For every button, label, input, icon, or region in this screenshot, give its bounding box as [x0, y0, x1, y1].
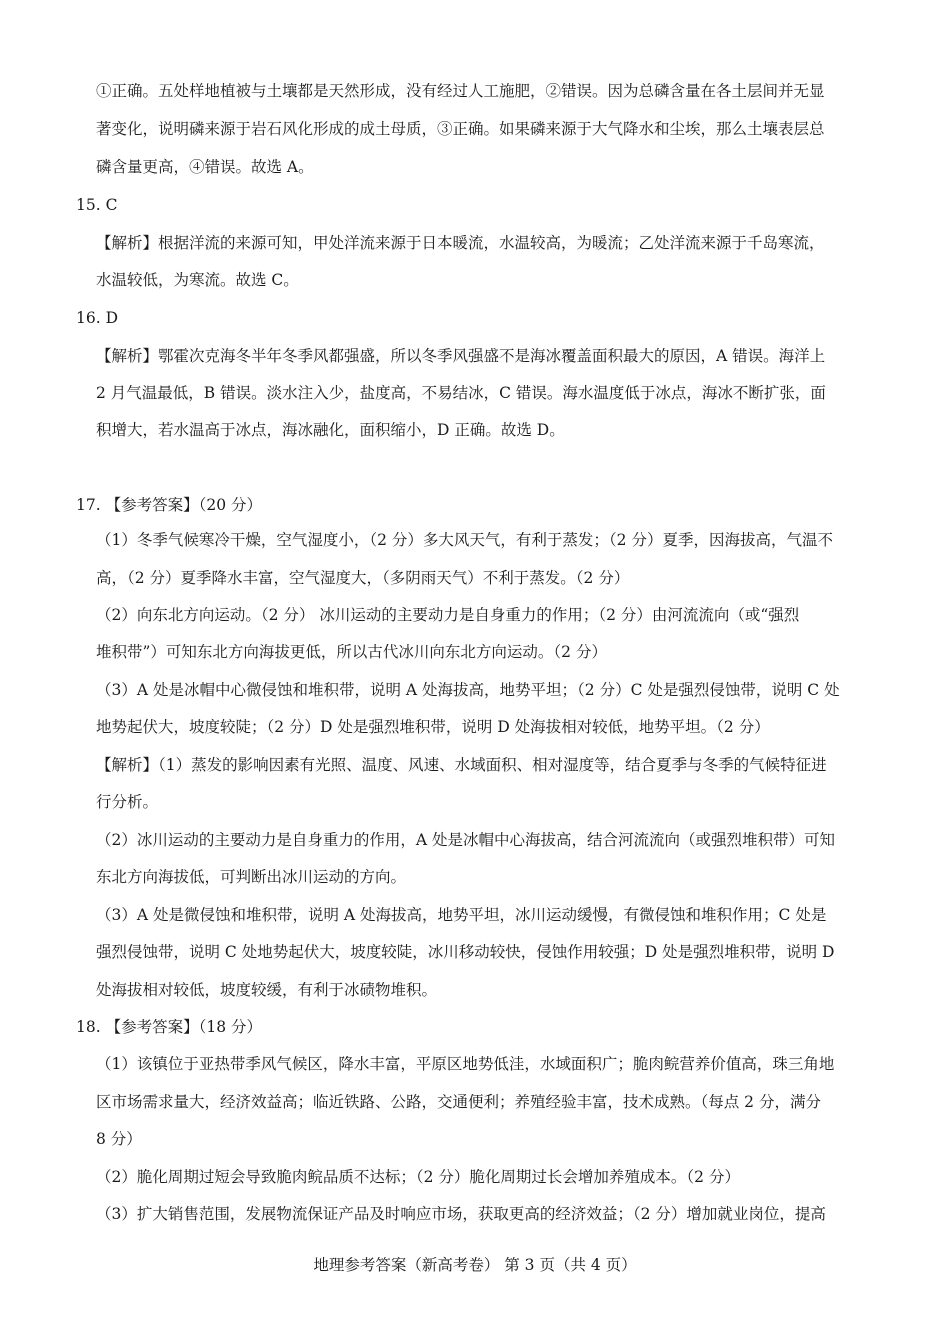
q17-answer-2-line: （2）向东北方向运动。（2 分） 冰川运动的主要动力是自身重力的作用；（2 分）由河流流向（或“强烈	[96, 606, 800, 624]
q17-analysis-3-line: 强烈侵蚀带，说明 C 处地势起伏大，坡度较陡，冰川移动较快，侵蚀作用较强；D 处是强烈堆积带，说明 D	[96, 943, 835, 961]
q17-answer-1-line: （1）冬季气候寒冷干燥，空气湿度小，（2 分）多大风天气，有利于蒸发；（2 分）夏季，因海拔高，气温不	[96, 531, 833, 549]
q16-analysis-line: 积增大，若水温高于冰点，海冰融化，面积缩小，D 正确。故选 D。	[96, 421, 565, 439]
question-17-heading: 17. 【参考答案】（20 分）	[76, 496, 262, 514]
question-18-heading: 18. 【参考答案】（18 分）	[76, 1018, 262, 1036]
text-line: 著变化，说明磷来源于岩石风化形成的成土母质，③正确。如果磷来源于大气降水和尘埃，那么土壤表层总	[96, 120, 825, 138]
q17-answer-3-line: （3）A 处是冰帽中心微侵蚀和堆积带，说明 A 处海拔高，地势平坦；（2 分）C 处是强烈侵蚀带，说明 C 处	[96, 681, 840, 699]
q15-analysis-line: 【解析】根据洋流的来源可知，甲处洋流来源于日本暖流，水温较高，为暖流；乙处洋流来源于千岛寒流，	[96, 234, 825, 252]
question-16-answer: 16. D	[76, 309, 119, 327]
q17-answer-2-line: 堆积带”）可知东北方向海拔更低，所以古代冰川向东北方向运动。（2 分）	[96, 643, 607, 661]
q18-answer-1-line: 区市场需求量大，经济效益高；临近铁路、公路，交通便利；养殖经验丰富，技术成熟。（每点 2 分，满分	[96, 1093, 821, 1111]
q17-analysis-2-line: （2）冰川运动的主要动力是自身重力的作用，A 处是冰帽中心海拔高，结合河流流向（或强烈堆积带）可知	[96, 831, 835, 849]
q16-analysis-line: 【解析】鄂霍次克海冬半年冬季风都强盛，所以冬季风强盛不是海冰覆盖面积最大的原因，A 错误。海洋上	[96, 347, 826, 365]
q17-analysis-2-line: 东北方向海拔低，可判断出冰川运动的方向。	[96, 868, 407, 886]
q15-analysis-line: 水温较低，为寒流。故选 C。	[96, 271, 299, 289]
q17-analysis-3-line: （3）A 处是微侵蚀和堆积带，说明 A 处海拔高，地势平坦，冰川运动缓慢，有微侵蚀和堆积作用；C 处是	[96, 906, 827, 924]
text-line: 磷含量更高，④错误。故选 A。	[96, 158, 314, 176]
q18-answer-1-line: （1）该镇位于亚热带季风气候区，降水丰富，平原区地势低洼，水域面积广；脆肉鲩营养价值高，珠三角地	[96, 1055, 835, 1073]
q17-analysis-3-line: 处海拔相对较低，坡度较缓，有利于冰碛物堆积。	[96, 981, 438, 999]
q17-analysis-1-line: 【解析】（1）蒸发的影响因素有光照、温度、风速、水域面积、相对湿度等，结合夏季与冬季的气候特征进	[96, 756, 827, 774]
question-15-answer: 15. C	[76, 196, 118, 214]
q16-analysis-line: 2 月气温最低，B 错误。淡水注入少，盐度高，不易结冰，C 错误。海水温度低于冰点，海冰不断扩张，面	[96, 384, 826, 402]
q17-answer-1-line: 高，（2 分）夏季降水丰富，空气湿度大，（多阴雨天气）不利于蒸发。（2 分）	[96, 569, 630, 587]
q17-answer-3-line: 地势起伏大，坡度较陡；（2 分）D 处是强烈堆积带，说明 D 处海拔相对较低，地势平坦。（2 分）	[96, 718, 770, 736]
q18-answer-2-line: （2）脆化周期过短会导致脆肉鲩品质不达标；（2 分）脆化周期过长会增加养殖成本。（2 分）	[96, 1168, 740, 1186]
q17-analysis-1-line: 行分析。	[96, 793, 159, 811]
q18-answer-1-line: 8 分）	[96, 1130, 142, 1148]
text-line: ①正确。五处样地植被与土壤都是天然形成，没有经过人工施肥，②错误。因为总磷含量在各土层间并无显	[96, 82, 825, 100]
page-footer: 地理参考答案（新高考卷） 第 3 页（共 4 页）	[313, 1256, 637, 1274]
q18-answer-3-line: （3）扩大销售范围，发展物流保证产品及时响应市场，获取更高的经济效益；（2 分）增加就业岗位，提高	[96, 1205, 826, 1223]
